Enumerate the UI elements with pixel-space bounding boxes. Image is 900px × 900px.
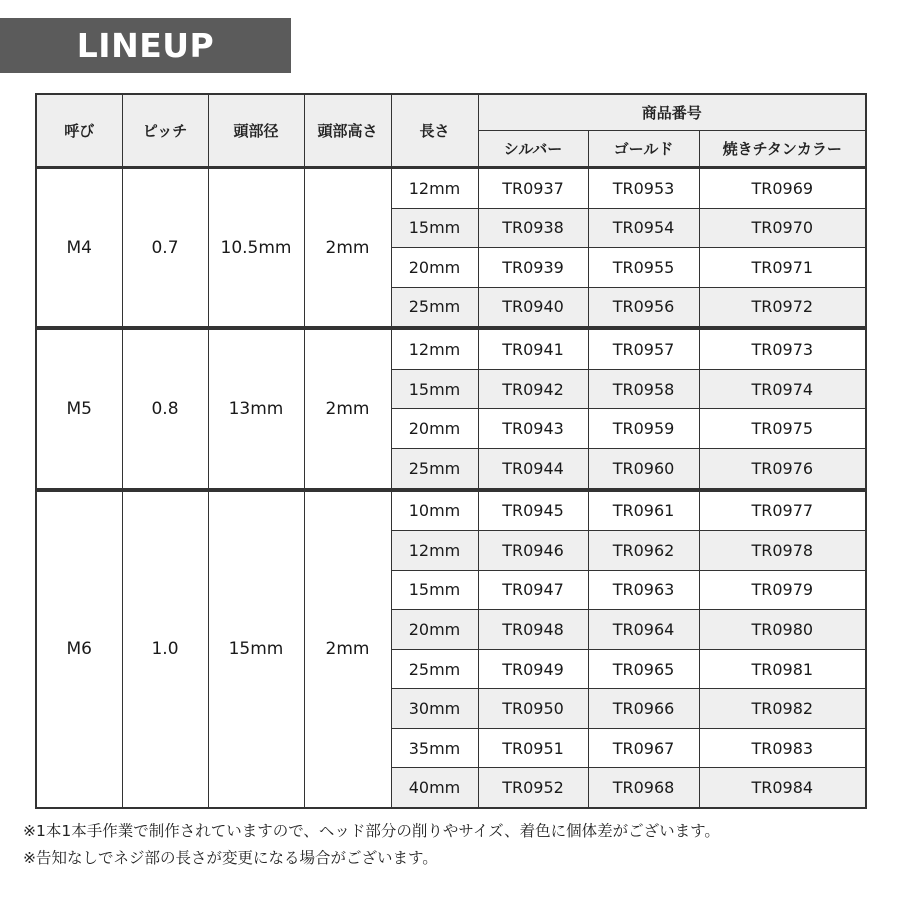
burnt-titanium-code: TR0982 [699, 689, 866, 729]
header-burnt-titanium: 焼きチタンカラー [699, 131, 866, 168]
burnt-titanium-code: TR0971 [699, 248, 866, 288]
header-head-diameter: 頭部径 [208, 94, 304, 168]
length-cell: 40mm [391, 768, 478, 808]
group-m4 [36, 168, 866, 329]
length-cell: 12mm [391, 328, 478, 369]
silver-code: TR0940 [478, 287, 588, 328]
size-cell: M6 [36, 490, 122, 808]
gold-code: TR0957 [588, 328, 699, 369]
head-diameter-cell: 13mm [208, 328, 304, 489]
header-call: 呼び [36, 94, 122, 168]
pitch-cell: 0.7 [122, 168, 208, 329]
head-height-cell: 2mm [304, 168, 391, 329]
header-length: 長さ [391, 94, 478, 168]
burnt-titanium-code: TR0976 [699, 448, 866, 489]
silver-code: TR0939 [478, 248, 588, 288]
length-cell: 12mm [391, 531, 478, 571]
gold-code: TR0953 [588, 168, 699, 209]
head-diameter-cell: 15mm [208, 490, 304, 808]
length-cell: 20mm [391, 610, 478, 650]
gold-code: TR0960 [588, 448, 699, 489]
silver-code: TR0943 [478, 409, 588, 449]
silver-code: TR0948 [478, 610, 588, 650]
gold-code: TR0954 [588, 208, 699, 248]
silver-code: TR0950 [478, 689, 588, 729]
burnt-titanium-code: TR0974 [699, 369, 866, 409]
silver-code: TR0944 [478, 448, 588, 489]
length-cell: 15mm [391, 208, 478, 248]
silver-code: TR0938 [478, 208, 588, 248]
length-cell: 35mm [391, 728, 478, 768]
pitch-cell: 0.8 [122, 328, 208, 489]
gold-code: TR0967 [588, 728, 699, 768]
head-height-cell: 2mm [304, 490, 391, 808]
gold-code: TR0955 [588, 248, 699, 288]
length-cell: 25mm [391, 448, 478, 489]
gold-code: TR0959 [588, 409, 699, 449]
gold-code: TR0956 [588, 287, 699, 328]
burnt-titanium-code: TR0970 [699, 208, 866, 248]
note-handmade: ※1本1本手作業で制作されていますので、ヘッド部分の削りやサイズ、着色に個体差がございます。 [23, 822, 720, 840]
size-cell: M4 [36, 168, 122, 329]
gold-code: TR0964 [588, 610, 699, 650]
lineup-table [35, 93, 867, 809]
silver-code: TR0945 [478, 490, 588, 531]
silver-code: TR0947 [478, 570, 588, 610]
burnt-titanium-code: TR0969 [699, 168, 866, 209]
length-cell: 10mm [391, 490, 478, 531]
head-diameter-cell: 10.5mm [208, 168, 304, 329]
group-m5 [36, 328, 866, 489]
length-cell: 25mm [391, 649, 478, 689]
silver-code: TR0946 [478, 531, 588, 571]
silver-code: TR0941 [478, 328, 588, 369]
silver-code: TR0949 [478, 649, 588, 689]
burnt-titanium-code: TR0977 [699, 490, 866, 531]
silver-code: TR0951 [478, 728, 588, 768]
silver-code: TR0942 [478, 369, 588, 409]
header-gold: ゴールド [588, 131, 699, 168]
burnt-titanium-code: TR0972 [699, 287, 866, 328]
burnt-titanium-code: TR0984 [699, 768, 866, 808]
header-head-height: 頭部高さ [304, 94, 391, 168]
page-title: LINEUP [0, 18, 291, 73]
length-cell: 12mm [391, 168, 478, 209]
length-cell: 20mm [391, 409, 478, 449]
gold-code: TR0961 [588, 490, 699, 531]
gold-code: TR0966 [588, 689, 699, 729]
header-product-number: 商品番号 [478, 94, 866, 131]
gold-code: TR0963 [588, 570, 699, 610]
group-m6 [36, 490, 866, 808]
header-pitch: ピッチ [122, 94, 208, 168]
burnt-titanium-code: TR0975 [699, 409, 866, 449]
burnt-titanium-code: TR0980 [699, 610, 866, 650]
length-cell: 25mm [391, 287, 478, 328]
burnt-titanium-code: TR0983 [699, 728, 866, 768]
notes [23, 818, 720, 872]
length-cell: 15mm [391, 369, 478, 409]
burnt-titanium-code: TR0981 [699, 649, 866, 689]
burnt-titanium-code: TR0973 [699, 328, 866, 369]
silver-code: TR0952 [478, 768, 588, 808]
gold-code: TR0965 [588, 649, 699, 689]
gold-code: TR0968 [588, 768, 699, 808]
note-thread-length: ※告知なしでネジ部の長さが変更になる場合がございます。 [23, 849, 438, 867]
pitch-cell: 1.0 [122, 490, 208, 808]
length-cell: 30mm [391, 689, 478, 729]
header-silver: シルバー [478, 131, 588, 168]
gold-code: TR0958 [588, 369, 699, 409]
length-cell: 20mm [391, 248, 478, 288]
silver-code: TR0937 [478, 168, 588, 209]
length-cell: 15mm [391, 570, 478, 610]
burnt-titanium-code: TR0978 [699, 531, 866, 571]
size-cell: M5 [36, 328, 122, 489]
gold-code: TR0962 [588, 531, 699, 571]
head-height-cell: 2mm [304, 328, 391, 489]
burnt-titanium-code: TR0979 [699, 570, 866, 610]
